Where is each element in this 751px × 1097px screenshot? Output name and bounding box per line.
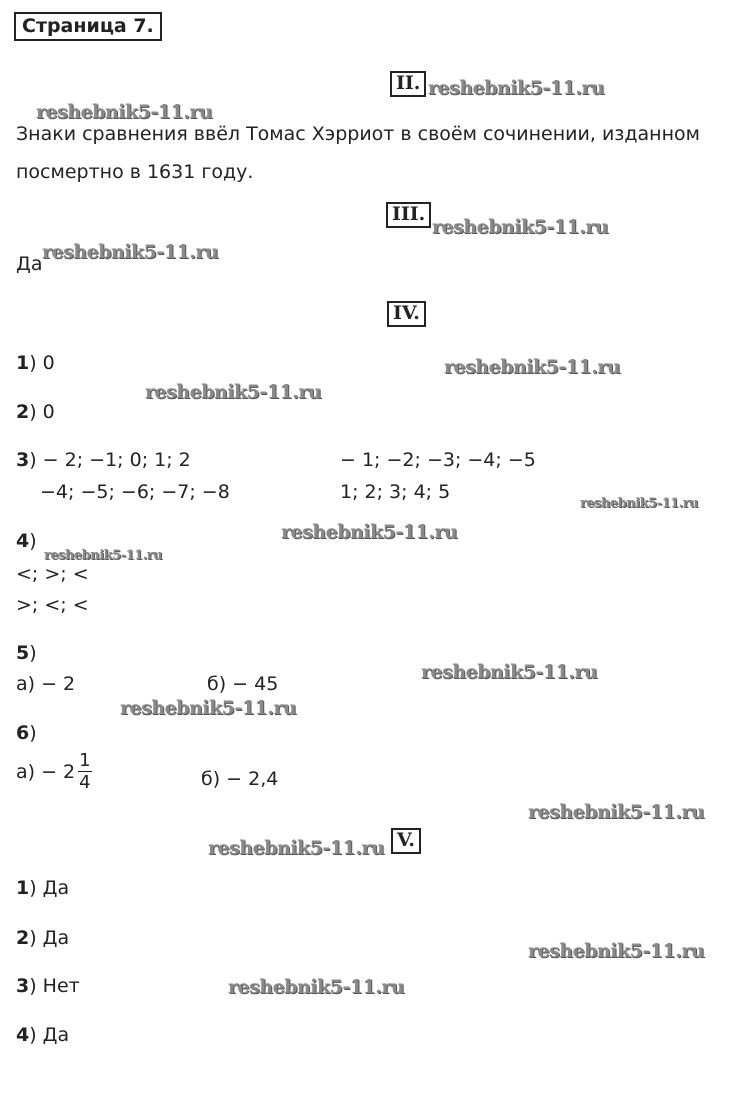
answer-iv-4-line2: >; <; < (16, 594, 89, 616)
watermark: reshebnik5-11.ru (421, 661, 598, 683)
watermark: reshebnik5-11.ru (145, 381, 322, 403)
watermark: reshebnik5-11.ru (228, 976, 405, 998)
section-heading-ii: II. (390, 71, 426, 97)
answer-iv-3-right2: 1; 2; 3; 4; 5 (340, 481, 451, 503)
answer-iv-6: 6) (16, 722, 37, 744)
fraction: $\frac{1}{4}$ (79, 750, 91, 793)
watermark: reshebnik5-11.ru (428, 77, 605, 99)
answer-iv-6-a: а) − 2 $\frac{1}{4}$ (16, 750, 91, 793)
watermark: reshebnik5-11.ru (36, 101, 213, 123)
section-heading-iv: IV. (387, 301, 426, 327)
answer-iv-6-b: б) − 2,4 (201, 768, 279, 790)
answer-v-3: 3) Нет (16, 975, 80, 997)
watermark: reshebnik5-11.ru (444, 356, 621, 378)
answer-iv-3-right1: − 1; −2; −3; −4; −5 (340, 449, 536, 471)
watermark: reshebnik5-11.ru (528, 801, 705, 823)
answer-iv-5-a: а) − 2 (16, 673, 76, 695)
watermark: reshebnik5-11.ru (281, 521, 458, 543)
answer-iv-4-line1: <; >; < (16, 563, 89, 585)
watermark: reshebnik5-11.ru (42, 241, 219, 263)
answer-v-4: 4) Да (16, 1024, 70, 1046)
watermark: reshebnik5-11.ru (120, 697, 297, 719)
answer-iv-3-line2: −4; −5; −6; −7; −8 (40, 481, 230, 503)
watermark: reshebnik5-11.ru (528, 940, 705, 962)
answer-iv-4: 4) (16, 530, 37, 552)
answer-iv-5: 5) (16, 642, 37, 664)
answer-v-2: 2) Да (16, 927, 70, 949)
watermark: reshebnik5-11.ru (432, 216, 609, 238)
section-heading-v: V. (391, 828, 421, 854)
section-iii-answer: Да (16, 253, 43, 275)
watermark: reshebnik5-11.ru (208, 837, 385, 859)
answer-iv-5-b: б) − 45 (207, 673, 279, 695)
watermark: reshebnik5-11.ru (44, 548, 163, 563)
watermark: reshebnik5-11.ru (580, 496, 699, 511)
section-ii-text: Знаки сравнения ввёл Томас Хэрриот в своём сочинении, изданном посмертно в 1631 году. (16, 123, 700, 183)
page-title: Страница 7. (14, 12, 162, 41)
answer-iv-1: 1) 0 (16, 352, 55, 374)
answer-iv-3-line1: 3) − 2; −1; 0; 1; 2 (16, 449, 191, 471)
section-heading-iii: III. (386, 202, 431, 228)
answer-iv-2: 2) 0 (16, 401, 55, 423)
answer-v-1: 1) Да (16, 877, 70, 899)
